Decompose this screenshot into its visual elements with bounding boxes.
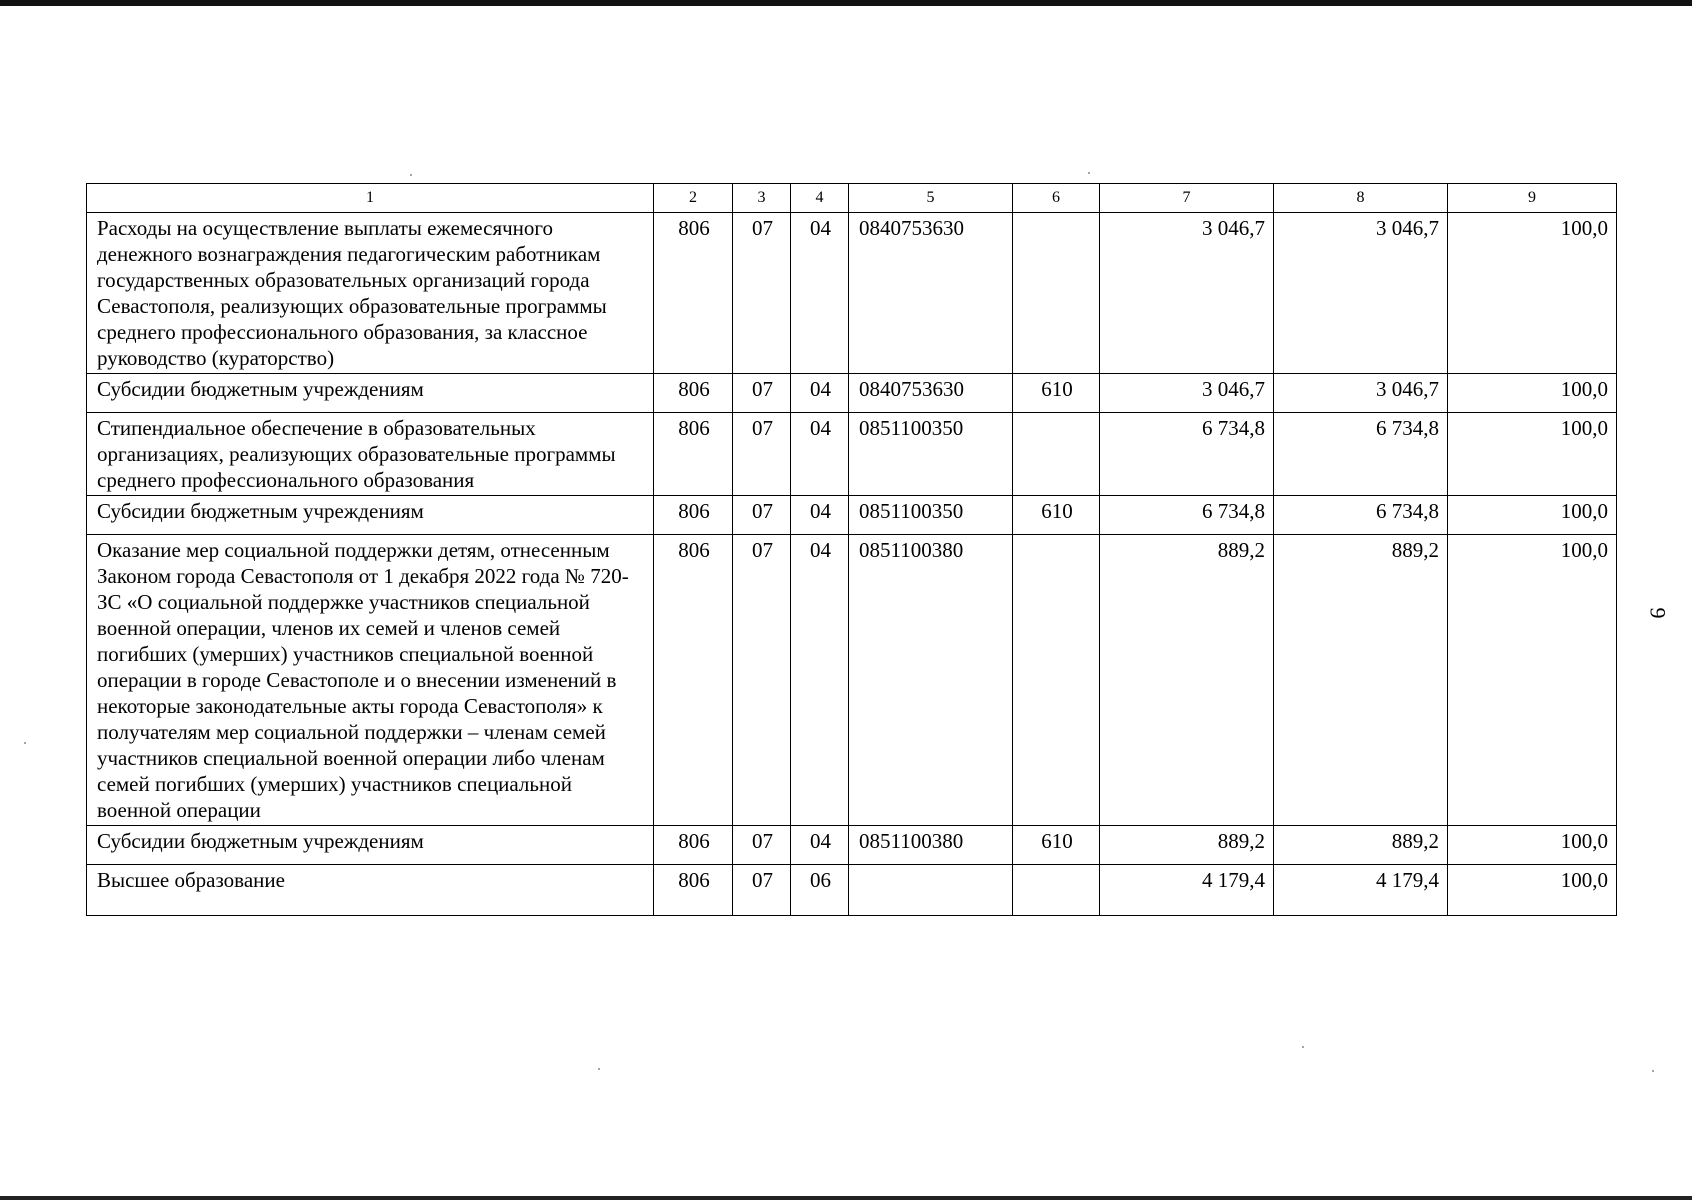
expense-type-code: 610 (1013, 826, 1100, 865)
column-header: 6 (1013, 184, 1100, 213)
target-article-code: 0851100350 (849, 413, 1013, 496)
target-article-code: 0851100380 (849, 535, 1013, 826)
plan-amount: 3 046,7 (1100, 374, 1274, 413)
fact-amount: 3 046,7 (1274, 374, 1448, 413)
scan-edge-top (0, 0, 1692, 6)
row-name: Оказание мер социальной поддержки детям, отнесенным Законом города Севастополя от 1 декабря 2022 года № 720-ЗС «О социальной поддержке участников специальной военной операции, членов их семей и членов семей погибших (умерших) участников специальной военной операции в городе Севастополе и о внесении изменений в некоторые законодательные акты города Севастополя» к получателям мер социальной поддержки – членам семей участников специальной военной операции либо членам семей погибших (умерших) участников специальной военной операции (87, 535, 654, 826)
subsection-code: 04 (791, 535, 849, 826)
target-article-code: 0851100380 (849, 826, 1013, 865)
target-article-code: 0851100350 (849, 496, 1013, 535)
fact-amount: 6 734,8 (1274, 413, 1448, 496)
section-code: 07 (733, 413, 791, 496)
scan-edge-bottom (0, 1196, 1692, 1200)
subsection-code: 04 (791, 496, 849, 535)
expense-type-code: 610 (1013, 374, 1100, 413)
row-name: Стипендиальное обеспечение в образовательных организациях, реализующих образовательные программы среднего профессионального образования (87, 413, 654, 496)
subsection-code: 04 (791, 826, 849, 865)
scan-speck (1302, 1046, 1304, 1048)
table-row (87, 413, 1617, 496)
table-row (87, 535, 1617, 826)
section-code: 07 (733, 826, 791, 865)
column-header: 8 (1274, 184, 1448, 213)
target-article-code (849, 865, 1013, 916)
column-header: 7 (1100, 184, 1274, 213)
expense-type-code: 610 (1013, 496, 1100, 535)
grbs-code: 806 (654, 535, 733, 826)
row-name: Субсидии бюджетным учреждениям (87, 826, 654, 865)
row-name: Расходы на осуществление выплаты ежемесячного денежного вознаграждения педагогическим работникам государственных образовательных организаций города Севастополя, реализующих образовательные программы среднего профессионального образования, за классное руководство (кураторство) (87, 213, 654, 374)
percent-executed: 100,0 (1448, 535, 1617, 826)
plan-amount: 6 734,8 (1100, 496, 1274, 535)
table-row (87, 213, 1617, 374)
scan-speck (598, 1068, 600, 1070)
expense-type-code (1013, 865, 1100, 916)
plan-amount: 6 734,8 (1100, 413, 1274, 496)
expense-type-code (1013, 413, 1100, 496)
table-row (87, 826, 1617, 865)
column-header: 9 (1448, 184, 1617, 213)
section-code: 07 (733, 374, 791, 413)
table-row (87, 496, 1617, 535)
row-name: Субсидии бюджетным учреждениям (87, 374, 654, 413)
subsection-code: 04 (791, 213, 849, 374)
grbs-code: 806 (654, 865, 733, 916)
scan-speck (410, 174, 412, 176)
section-code: 07 (733, 865, 791, 916)
column-header: 5 (849, 184, 1013, 213)
fact-amount: 889,2 (1274, 535, 1448, 826)
percent-executed: 100,0 (1448, 374, 1617, 413)
row-name: Субсидии бюджетным учреждениям (87, 496, 654, 535)
table-row (87, 865, 1617, 916)
target-article-code: 0840753630 (849, 213, 1013, 374)
percent-executed: 100,0 (1448, 865, 1617, 916)
subsection-code: 04 (791, 374, 849, 413)
column-header: 3 (733, 184, 791, 213)
grbs-code: 806 (654, 374, 733, 413)
plan-amount: 4 179,4 (1100, 865, 1274, 916)
table-row (87, 374, 1617, 413)
section-code: 07 (733, 535, 791, 826)
section-code: 07 (733, 496, 791, 535)
plan-amount: 889,2 (1100, 826, 1274, 865)
subsection-code: 04 (791, 413, 849, 496)
scan-speck (1088, 172, 1090, 174)
fact-amount: 6 734,8 (1274, 496, 1448, 535)
page-number: 9 (1645, 607, 1671, 619)
scan-speck (24, 742, 26, 744)
column-header: 1 (87, 184, 654, 213)
expense-type-code (1013, 213, 1100, 374)
section-code: 07 (733, 213, 791, 374)
grbs-code: 806 (654, 213, 733, 374)
percent-executed: 100,0 (1448, 213, 1617, 374)
percent-executed: 100,0 (1448, 826, 1617, 865)
target-article-code: 0840753630 (849, 374, 1013, 413)
expense-type-code (1013, 535, 1100, 826)
table-header-row (87, 184, 1617, 213)
fact-amount: 4 179,4 (1274, 865, 1448, 916)
plan-amount: 3 046,7 (1100, 213, 1274, 374)
percent-executed: 100,0 (1448, 413, 1617, 496)
column-header: 2 (654, 184, 733, 213)
fact-amount: 3 046,7 (1274, 213, 1448, 374)
budget-table (86, 183, 1617, 916)
grbs-code: 806 (654, 413, 733, 496)
row-name: Высшее образование (87, 865, 654, 916)
subsection-code: 06 (791, 865, 849, 916)
percent-executed: 100,0 (1448, 496, 1617, 535)
column-header: 4 (791, 184, 849, 213)
scan-speck (1652, 1070, 1654, 1072)
grbs-code: 806 (654, 496, 733, 535)
plan-amount: 889,2 (1100, 535, 1274, 826)
fact-amount: 889,2 (1274, 826, 1448, 865)
grbs-code: 806 (654, 826, 733, 865)
